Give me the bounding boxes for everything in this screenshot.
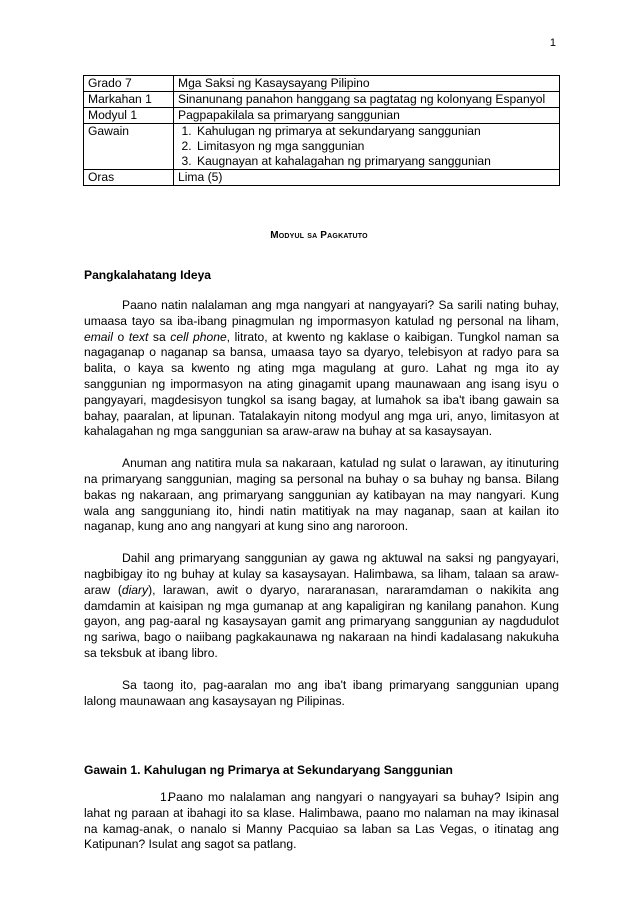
paragraph: Dahil ang primaryang sanggunian ay gawa ng aktuwal na saksi ng pangyayari, nagbibigay ito ng buhay at kulay sa kasaysayan. Halimbawa, sa liham, talaan sa araw-araw (diary), larawan, awit o dyaryo, nararanasan, nararamdaman o nakikita ang damdamin at kaisipan ng mga gumanap at ang kapaligiran ng kanilang panahon. Kung gayon, ang pag-aaral ng kasaysayan gamit ang primaryang sanggunian ay nagdudulot ng sariwa, bago o naiibang pagkakaunawa ng nakaraan na hindi kadalasang nakukuha sa teksbuk at ibang libro. [84, 551, 560, 660]
row-label: Modyul 1 [84, 108, 174, 124]
row-value: Pagpapakilala sa primaryang sanggunian [174, 108, 560, 124]
section-body [84, 298, 559, 725]
row-value: Sinanunang panahon hanggang sa pagtatag ng kolonyang Espanyol [174, 92, 560, 108]
activity-body [84, 790, 559, 869]
table-row [84, 124, 560, 170]
table-row [84, 108, 560, 124]
activity-heading: Gawain 1. Kahulugan ng Primarya at Sekundaryang Sanggunian [84, 763, 453, 777]
list-item: 3. Kaugnayan at kahalagahan ng primaryang sanggunian [195, 154, 555, 169]
list-item: 1. Kahulugan ng primarya at sekundaryang sanggunian [195, 124, 555, 139]
table-row [84, 76, 560, 92]
module-info-table [83, 75, 560, 186]
activity-list [178, 124, 555, 169]
table-row [84, 170, 560, 186]
list-item: 2. Limitasyon ng mga sanggunian [195, 139, 555, 154]
page-number: 1 [549, 37, 556, 49]
item-number: 1. [160, 790, 171, 804]
row-value: Lima (5) [174, 170, 560, 186]
item-text: Paano mo nalalaman ang nangyari o nangyayari sa buhay? Isipin ang lahat ng paraan at ibahagi ito sa klase. Halimbawa, paano mo nalaman na may ikinasal na kamag-anak, o nanalo si Manny Pacquiao sa laban sa Las Vegas, o itinatag ang Katipunan? Isulat ang sagot sa patlang. [84, 790, 559, 852]
module-title: Modyul sa Pagkatuto [270, 230, 368, 241]
paragraph: Paano natin nalalaman ang mga nangyari at nangyayari? Sa sarili nating buhay, umaasa tayo sa iba-ibang pinagmulan ng impormasyon katulad ng personal na liham, email o text sa cell phone, litrato, at kwento ng kaklase o kaibigan. Tungkol naman sa nagaganap o naganap sa bansa, umaasa tayo sa dyaryo, telebisyon at radyo para sa balita, o kaya sa kwento ng ating mga magulang at guro. Lahat ng mga ito ay sanggunian ng impormasyon na ating ginagamit upang maunawaan ang isang isyu o pangyayari, magdesisyon tungkol sa isang bagay, at lumahok sa iba't ibang gawain sa bahay, paaralan, at lipunan. Tatalakayin nitong modyul ang mga uri, anyo, limitasyon at kahalagahan ng mga sanggunian sa araw-araw na buhay at sa kasaysayan. [84, 298, 560, 439]
row-value [174, 124, 560, 170]
row-label: Grado 7 [84, 76, 174, 92]
section-heading: Pangkalahatang Ideya [84, 268, 212, 282]
numbered-item [84, 790, 559, 853]
row-value: Mga Saksi ng Kasaysayang Pilipino [174, 76, 560, 92]
row-label: Oras [84, 170, 174, 186]
paragraph: Sa taong ito, pag-aaralan mo ang iba't ibang primaryang sanggunian upang lalong maunawaan ang kasaysayan ng Pilipinas. [84, 677, 559, 708]
paragraph: Anuman ang natitira mula sa nakaraan, katulad ng sulat o larawan, ay itinuturing na primaryang sanggunian, maging sa personal na buhay o sa buhay ng bansa. Bilang bakas ng nakaraan, ang primaryang sanggunian ay katibayan na may nangyari. Kung wala ang sangguniang ito, hindi natin matitiyak na may naganap, saan at kailan ito naganap, kung ano ang nangyari at kung sino ang naroroon. [84, 456, 559, 534]
row-label: Gawain [84, 124, 174, 170]
table-row [84, 92, 560, 108]
row-label: Markahan 1 [84, 92, 174, 108]
